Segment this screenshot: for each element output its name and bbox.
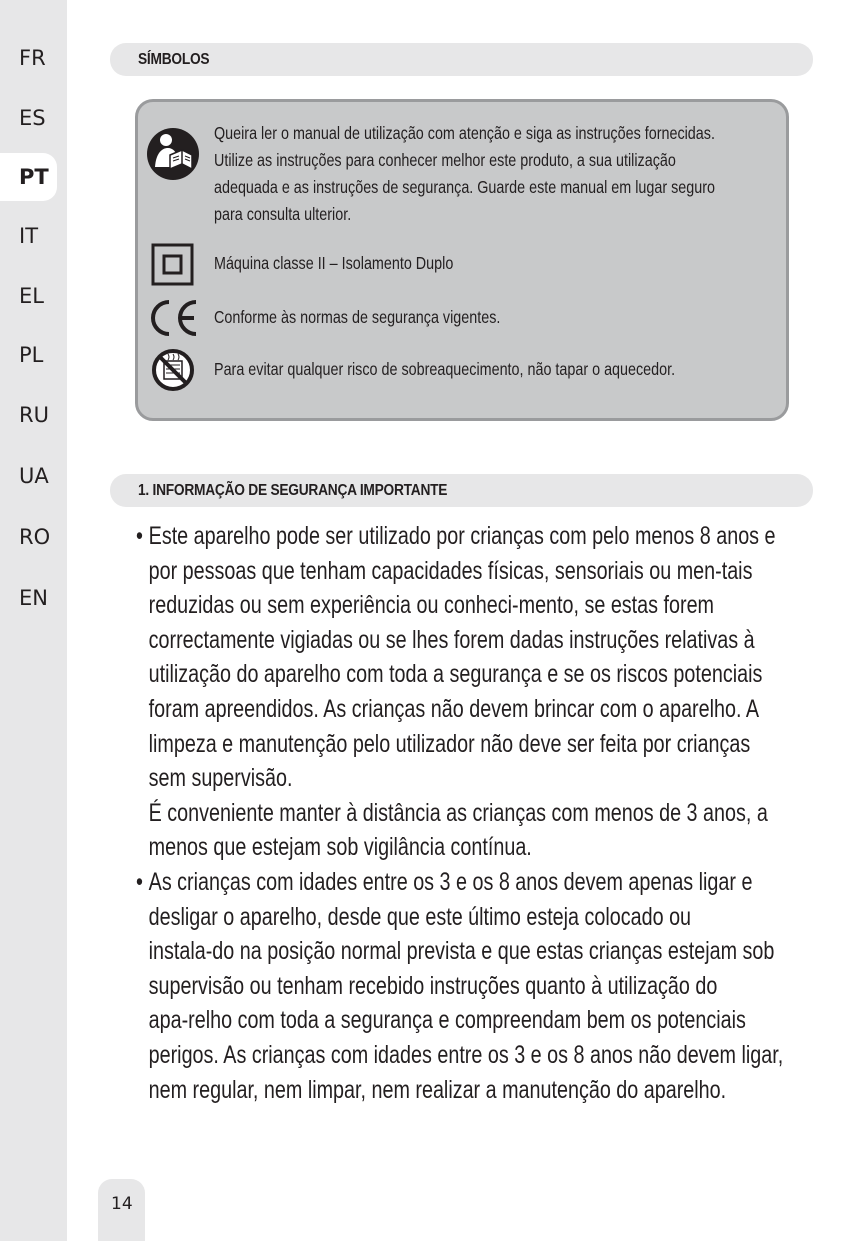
- paragraph-line: reduzidas ou sem experiência ou conheci-mento, se estas forem: [148, 591, 715, 620]
- symbol-text-line: Máquina classe II – Isolamento Duplo: [214, 253, 454, 273]
- paragraph-line: por pessoas que tenham capacidades físicas, sensoriais ou men-tais: [148, 556, 753, 585]
- lang-tab-pl[interactable]: PL: [19, 343, 44, 367]
- paragraph-line: correctamente vigiadas ou se lhes forem dadas instruções relativas à: [148, 625, 755, 654]
- lang-tab-pt[interactable]: PT: [0, 153, 57, 201]
- read-manual-icon: [146, 127, 200, 181]
- class-ii-text: [214, 250, 706, 277]
- lang-tab-el[interactable]: EL: [19, 284, 44, 308]
- paragraph-line: instala-do na posição normal prevista e que estas crianças estejam sob: [148, 937, 775, 966]
- safety-title: 1. INFORMAÇÃO DE SEGURANÇA IMPORTANTE: [138, 482, 448, 499]
- bullet-glyph: •: [136, 522, 143, 550]
- paragraph-line: apa-relho com toda a segurança e compreendam bem os potenciais: [148, 1006, 746, 1035]
- lang-tab-ua[interactable]: UA: [19, 464, 49, 488]
- symbol-text-line: Utilize as instruções para conhecer melhor este produto, a sua utilização: [214, 150, 676, 170]
- symbol-text-line: Queira ler o manual de utilização com atenção e siga as instruções fornecidas.: [214, 123, 715, 143]
- class-ii-double-insulation-icon: [151, 243, 194, 286]
- safety-section-header: [110, 474, 813, 507]
- symbol-text-line: Conforme às normas de segurança vigentes.: [214, 307, 501, 327]
- safety-bullet-children: [136, 519, 796, 865]
- read-manual-text: [214, 120, 715, 228]
- paragraph-line: menos que estejam sob vigilância contínua.: [148, 833, 532, 862]
- paragraph-line: foram apreendidos. As crianças não devem brincar com o aparelho. A: [148, 694, 760, 723]
- lang-tab-ru[interactable]: RU: [19, 403, 49, 427]
- lang-tab-en[interactable]: EN: [19, 586, 48, 610]
- symbol-text-line: para consulta ulterior.: [214, 204, 352, 224]
- paragraph-line: É conveniente manter à distância as crianças com menos de 3 anos, a: [148, 798, 768, 827]
- ce-mark-text: [214, 304, 706, 331]
- symbols-section-header: [110, 43, 813, 76]
- paragraph-line: nem regular, nem limpar, nem realizar a manutenção do aparelho.: [148, 1075, 727, 1104]
- symbols-title: SÍMBOLOS: [138, 51, 210, 68]
- ce-mark-icon: [146, 297, 200, 339]
- paragraph-line: As crianças com idades entre os 3 e os 8 anos devem apenas ligar e: [148, 867, 753, 896]
- lang-tab-es[interactable]: ES: [19, 106, 46, 130]
- lang-tab-fr[interactable]: FR: [19, 46, 46, 70]
- safety-instructions: [136, 519, 784, 1107]
- do-not-cover-text: [214, 356, 706, 383]
- bullet-glyph: •: [136, 867, 143, 896]
- page-number: 14: [111, 1194, 133, 1214]
- paragraph-line: supervisão ou tenham recebido instruções quanto à utilização do: [148, 971, 718, 1000]
- paragraph-line: limpeza e manutenção pelo utilizador não deve ser feita por crianças: [148, 729, 751, 758]
- paragraph-line: sem supervisão.: [148, 764, 293, 793]
- symbol-text-line: Para evitar qualquer risco de sobreaquecimento, não tapar o aquecedor.: [214, 359, 676, 379]
- paragraph-line: perigos. As crianças com idades entre os 3 e os 8 anos não devem ligar,: [148, 1040, 784, 1069]
- lang-tab-it[interactable]: IT: [19, 224, 39, 248]
- lang-tab-ro[interactable]: RO: [19, 525, 51, 549]
- symbol-text-line: adequada e as instruções de segurança. Guarde este manual em lugar seguro: [214, 177, 715, 197]
- safety-bullet-children-3-8: [136, 865, 796, 1107]
- page-number-tab: [98, 1179, 145, 1241]
- paragraph-line: Este aparelho pode ser utilizado por crianças com pelo menos 8 anos e: [148, 522, 776, 550]
- paragraph-line: utilização do aparelho com toda a segurança e se os riscos potenciais: [148, 660, 763, 689]
- do-not-cover-icon: [151, 348, 195, 392]
- paragraph-line: desligar o aparelho, desde que este último esteja colocado ou: [148, 902, 692, 931]
